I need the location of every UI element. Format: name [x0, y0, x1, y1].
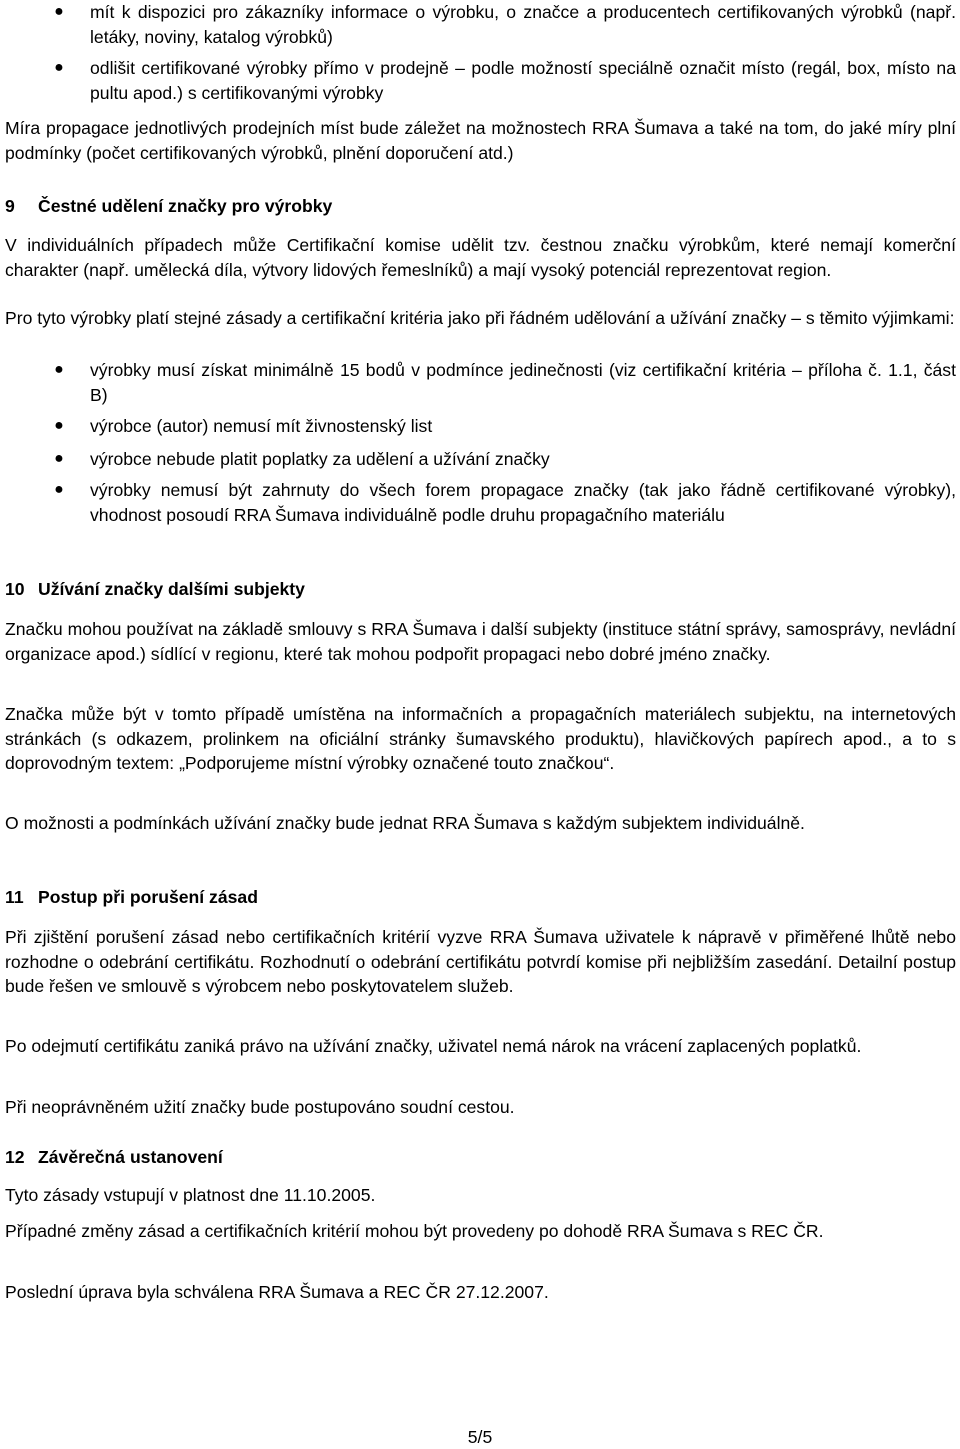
section-9-bullet-2: výrobce (autor) nemusí mít živnostenský list: [90, 416, 433, 436]
section-9-bullet-3: výrobce nebude platit poplatky za udělení a užívání značky: [90, 449, 550, 469]
bullet-icon: ●: [54, 481, 64, 498]
intro-bullet-1: mít k dispozici pro zákazníky informace o výrobku, o značce a producentech certifikovaných výrobků (např. letáky, noviny, katalog výrobků): [90, 2, 956, 47]
section-10-paragraph-1: Značku mohou používat na základě smlouvy s RRA Šumava i další subjekty (instituce státní správy, samosprávy, nevládní organizace apod.) sídlící v regionu, které tak mohou podpořit propagaci nebo dobré jméno značky.: [5, 619, 956, 664]
section-9-title: Čestné udělení značky pro výrobky: [38, 196, 333, 216]
section-12-paragraph-2: Případné změny zásad a certifikačních kritérií mohou být provedeny po dohodě RRA Šumava s REC ČR.: [5, 1221, 824, 1241]
bullet-icon: ●: [54, 3, 64, 20]
section-11-title: Postup při porušení zásad: [38, 887, 258, 907]
section-12-paragraph-3: Poslední úprava byla schválena RRA Šumava a REC ČR 27.12.2007.: [5, 1282, 549, 1302]
section-12-title: Závěrečná ustanovení: [38, 1147, 223, 1167]
section-11-paragraph-2: Po odejmutí certifikátu zaniká právo na užívání značky, uživatel nemá nárok na vrácení zaplacených poplatků.: [5, 1036, 862, 1056]
section-11-number: 11: [5, 887, 24, 907]
section-12-paragraph-1: Tyto zásady vstupují v platnost dne 11.10.2005.: [5, 1185, 376, 1205]
section-11-paragraph-1: Při zjištění porušení zásad nebo certifikačních kritérií vyzve RRA Šumava uživatele k nápravě v přiměřené lhůtě nebo rozhodne o odebrání certifikátu. Rozhodnutí o odebrání certifikátu potvrdí komise při nejbližším zasedání. Detailní postup bude řešen ve smlouvě s výrobcem nebo poskytovatelem služeb.: [5, 927, 956, 996]
section-9-heading: [5, 194, 956, 219]
section-12-heading: [5, 1145, 956, 1170]
section-10-heading: [5, 577, 956, 602]
section-10-paragraph-2: Značka může být v tomto případě umístěna na informačních a propagačních materiálech subjektu, na internetových stránkách (s odkazem, prolinkem na oficiální stránky šumavského produktu), hlavičkových papírech apod., a to s doprovodným textem: „Podporujeme místní výrobky označené touto značkou“.: [5, 704, 956, 773]
section-9-paragraph-2: Pro tyto výrobky platí stejné zásady a certifikační kritéria jako při řádném udělování a užívání značky – s těmito výjimkami:: [5, 308, 955, 328]
intro-bullet-2: odlišit certifikované výrobky přímo v prodejně – podle možností speciálně označit místo (regál, box, místo na pultu apod.) s certifikovanými výrobky: [90, 58, 956, 103]
section-9-bullet-4: výrobky nemusí být zahrnuty do všech forem propagace značky (tak jako řádně certifikované výrobky), vhodnost posoudí RRA Šumava individuálně podle druhu propagačního materiálu: [90, 480, 956, 525]
section-11-paragraph-3: Při neoprávněném užití značky bude postupováno soudní cestou.: [5, 1097, 515, 1117]
section-9-bullet-1: výrobky musí získat minimálně 15 bodů v podmínce jedinečnosti (viz certifikační kritéria – příloha č. 1.1, část B): [90, 360, 956, 405]
bullet-icon: ●: [54, 361, 64, 378]
intro-paragraph: Míra propagace jednotlivých prodejních míst bude záležet na možnostech RRA Šumava a také na tom, do jaké míry plní podmínky (počet certifikovaných výrobků, plnění doporučení atd.): [5, 118, 956, 163]
section-9-paragraph-1: V individuálních případech může Certifikační komise udělit tzv. čestnou značku výrobkům, které nemají komerční charakter (např. umělecká díla, výtvory lidových řemeslníků) a mají vysoký potenciál reprezentovat region.: [5, 235, 956, 280]
bullet-icon: ●: [54, 59, 64, 76]
section-10-number: 10: [5, 579, 25, 599]
section-12-number: 12: [5, 1147, 25, 1167]
page-number: 5/5: [467, 1427, 493, 1447]
section-10-paragraph-3: O možnosti a podmínkách užívání značky bude jednat RRA Šumava s každým subjektem individuálně.: [5, 813, 805, 833]
bullet-icon: ●: [54, 450, 64, 467]
section-9-number: 9: [5, 196, 15, 216]
section-10-title: Užívání značky dalšími subjekty: [38, 579, 305, 599]
section-11-heading: [5, 885, 956, 910]
bullet-icon: ●: [54, 417, 64, 434]
